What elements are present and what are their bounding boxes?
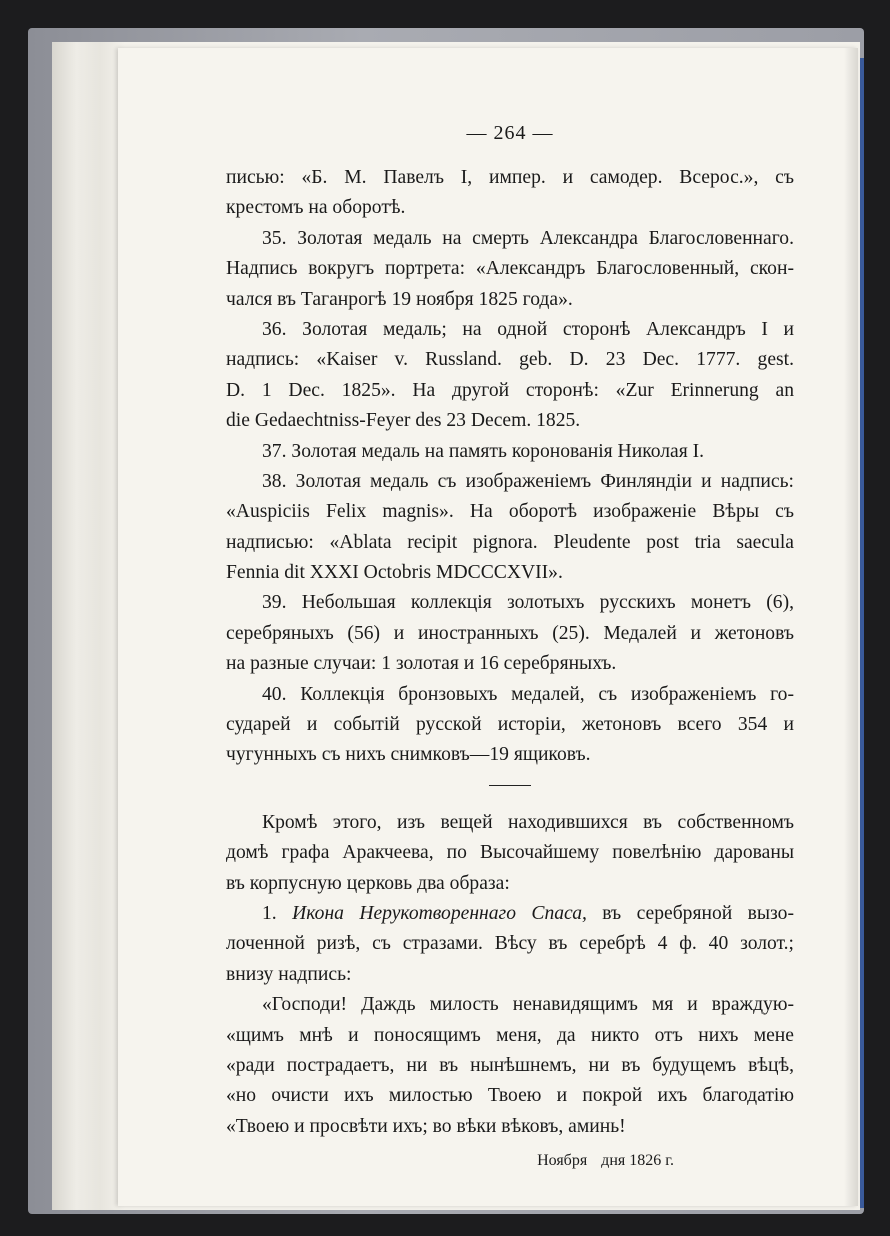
book-page xyxy=(118,48,858,1206)
text-line: die Gedaechtniss-Feyer des 23 Decem. 1825. xyxy=(226,410,581,432)
paragraph-start: Кромѣ этого, изъ вещей находившихся въ собственномъ xyxy=(262,811,794,833)
text-line: крестомъ на оборотѣ. xyxy=(226,197,406,219)
item-35: 35. Золотая медаль на смерть Александра Благословеннаго. xyxy=(262,227,794,249)
text-line: «Auspiciis Felix magnis». На оборотѣ изображеніе Вѣры съ xyxy=(226,501,794,523)
text-line: надписью: «Ablata recipit pignora. Pleudente post tria saecula xyxy=(226,531,794,553)
item-number: 1. xyxy=(262,902,277,924)
text-line: серебряныхъ (56) и иностранныхъ (25). Медалей и жетоновъ xyxy=(226,622,794,644)
prayer-line: «но очисти ихъ милостью Твоею и покрой ихъ благодатію xyxy=(226,1085,794,1107)
section-divider xyxy=(489,785,531,786)
icon-item-1 xyxy=(226,899,794,929)
text-line: писью: «Б. М. Павелъ I, импер. и самодер. Всерос.», съ xyxy=(226,167,794,188)
item-37: 37. Золотая медаль на память коронованія Николая I. xyxy=(262,440,705,462)
text-line: лоченной ризѣ, съ стразами. Вѣсу въ серебрѣ 4 ф. 40 золот.; xyxy=(226,933,794,955)
prayer-line: «Господи! Даждь милость ненавидящимъ мя и враждую- xyxy=(262,994,794,1016)
item-description: въ серебряной вызо- xyxy=(602,902,794,924)
date-signature xyxy=(226,1146,794,1176)
text-line: внизу надпись: xyxy=(226,963,352,985)
text-line: въ корпусную церковь два образа: xyxy=(226,872,510,894)
prayer-line: «щимъ мнѣ и поносящимъ меня, да никто отъ нихъ мене xyxy=(226,1024,794,1046)
icon-title: Икона Нерукотвореннаго Спаса, xyxy=(292,902,587,924)
text-line: чался въ Таганрогѣ 19 ноября 1825 года». xyxy=(226,288,573,310)
item-38: 38. Золотая медаль съ изображеніемъ Финляндіи и надпись: xyxy=(262,470,794,492)
item-36: 36. Золотая медаль; на одной сторонѣ Александръ I и xyxy=(262,318,794,340)
item-40: 40. Коллекція бронзовыхъ медалей, съ изображеніемъ го- xyxy=(262,683,794,705)
text-line: D. 1 Dec. 1825». На другой сторонѣ: «Zur Erinnerung an xyxy=(226,379,794,401)
text-line: на разные случаи: 1 золотая и 16 серебряныхъ. xyxy=(226,653,617,675)
signature-day: дня 1826 г. xyxy=(601,1152,674,1170)
text-line: чугунныхъ съ нихъ снимковъ—19 ящиковъ. xyxy=(226,744,591,766)
text-line: сударей и событій русской исторіи, жетоновъ всего 354 и xyxy=(226,714,794,736)
page-text xyxy=(226,122,794,1176)
page-edge-shadow xyxy=(844,48,858,1206)
page-number: — 264 — xyxy=(466,122,554,144)
text-line: домѣ графа Аракчеева, по Высочайшему повелѣнію дарованы xyxy=(226,842,794,864)
item-39: 39. Небольшая коллекція золотыхъ русскихъ монетъ (6), xyxy=(262,592,794,614)
text-line: Надпись вокругъ портрета: «Александръ Благословенный, скон- xyxy=(226,258,794,280)
prayer-line: «ради пострадаетъ, ни въ нынѣшнемъ, ни въ будущемъ вѣцѣ, xyxy=(226,1054,794,1076)
prayer-line: «Твоею и просвѣти ихъ; во вѣки вѣковъ, аминь! xyxy=(226,1115,626,1137)
text-line: надпись: «Kaiser v. Russland. geb. D. 23 Dec. 1777. gest. xyxy=(226,349,794,371)
signature-month: Ноября xyxy=(537,1152,588,1170)
text-line: Fennia dit XXXI Octobris MDCCCXVII». xyxy=(226,562,563,584)
